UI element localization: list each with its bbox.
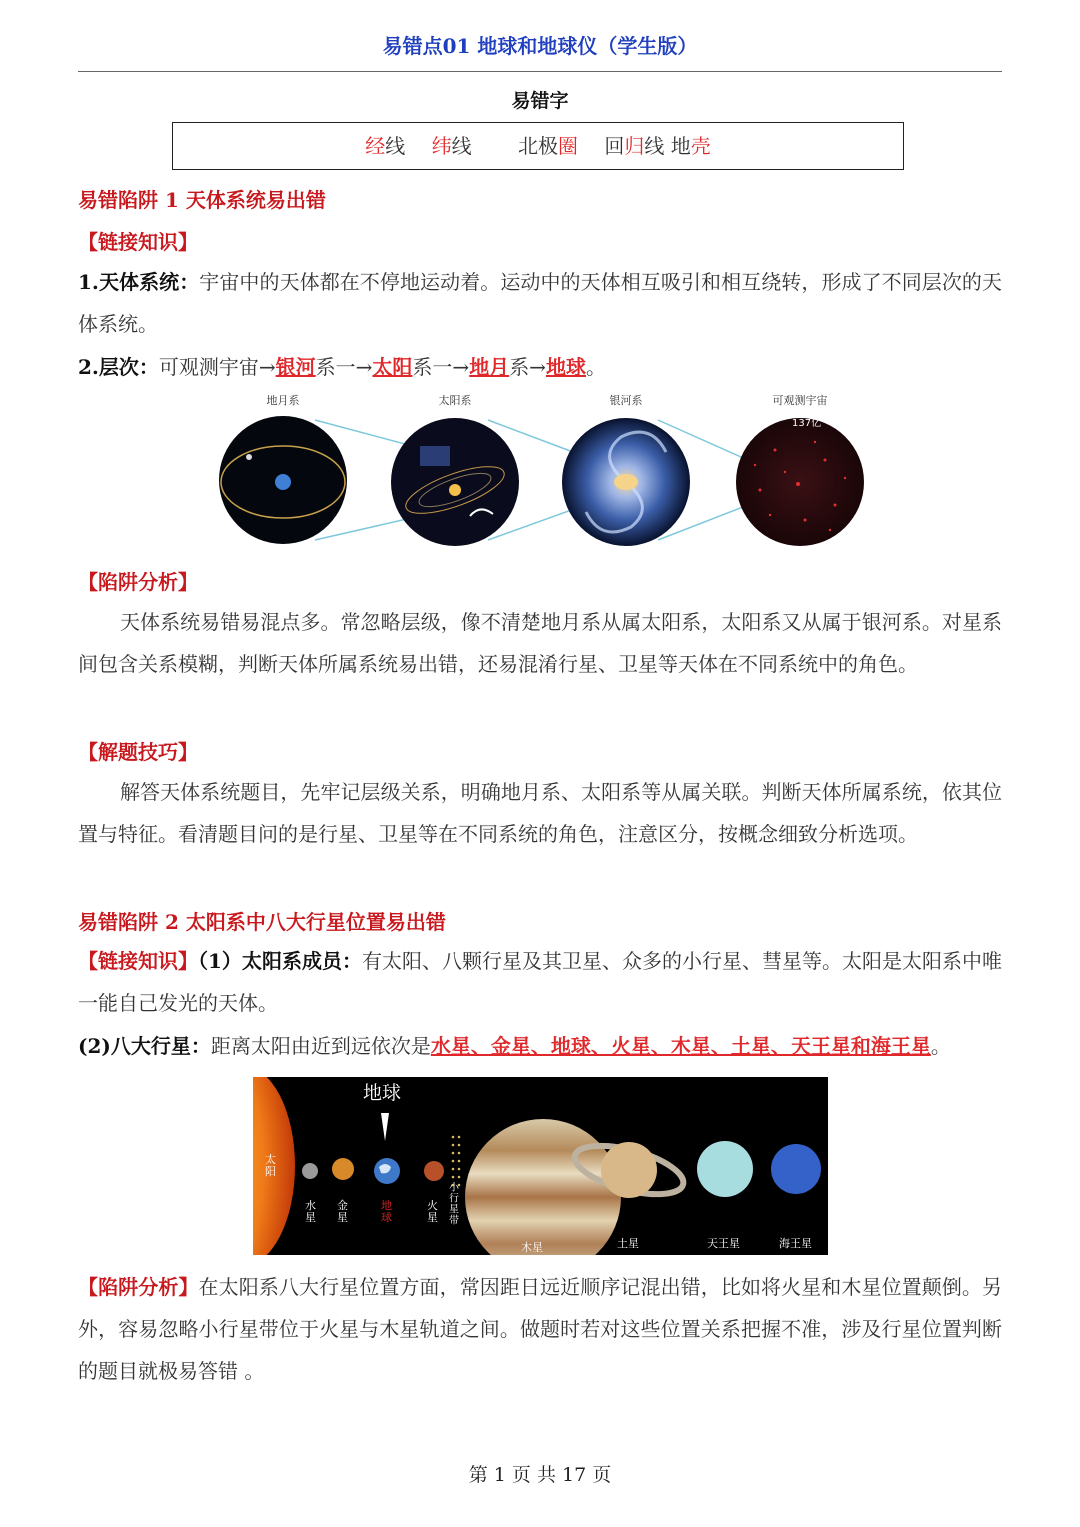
word-char-red: 纬 xyxy=(431,134,452,158)
trap2-title: 易错陷阱 2 太阳系中八大行星位置易出错 xyxy=(78,910,446,934)
earth-callout-label: 地球 xyxy=(363,1082,402,1104)
mercury-label: 水星 xyxy=(305,1198,316,1225)
figure-label-universe: 可观测宇宙 xyxy=(772,394,828,407)
trap1-point1-text: 宇宙中的天体都在不停地运动着。运动中的天体相互吸引和相互绕转，形成了不同层次的天体系统。 xyxy=(78,270,1002,336)
neptune-image xyxy=(771,1144,821,1194)
word-char-red: 经 xyxy=(365,134,386,158)
word-char: 线 xyxy=(451,134,472,158)
figure-label-earth-moon: 地月系 xyxy=(266,394,300,407)
trap2-point2-end: 。 xyxy=(930,1034,951,1058)
uranus-image xyxy=(697,1141,753,1197)
planet-order-red: 水星、金星、地球、火星、木星、土星、天王星和海王星 xyxy=(430,1034,931,1058)
hierarchy-key-red: 太阳 xyxy=(372,355,413,379)
trap1-point1-label: 1.天体系统： xyxy=(78,270,200,294)
earth-icon xyxy=(275,474,291,490)
trap2-point1-text: 有太阳、八颗行星及其卫星、众多的小行星、彗星等。太阳是太阳系中唯一能自己发光的天体。 xyxy=(78,949,1003,1015)
trap1-title: 易错陷阱 1 天体系统易出错 xyxy=(78,188,326,212)
trap2-point1 xyxy=(78,940,1002,1024)
hierarchy-text: 。 xyxy=(585,355,606,379)
word-char-red: 壳 xyxy=(690,134,711,158)
figure-label-milky-way: 银河系 xyxy=(609,394,643,407)
moon-icon xyxy=(246,454,252,460)
trap2-analysis-tag: 【陷阱分析】 xyxy=(78,1275,199,1299)
word-char: 北极 xyxy=(518,134,558,158)
trap2-link-tag: 【链接知识】 xyxy=(78,949,199,973)
planets-figure xyxy=(253,1077,828,1255)
trap2-point2 xyxy=(78,1025,1002,1067)
hierarchy-key-red: 银河 xyxy=(275,355,316,379)
earth-label: 地球 xyxy=(381,1198,392,1225)
mars-label: 火星 xyxy=(427,1198,438,1225)
error-prone-words-box xyxy=(172,122,904,170)
hierarchy-text: 系→ xyxy=(509,355,546,379)
jupiter-label: 木星 xyxy=(521,1241,543,1254)
celestial-systems-figure xyxy=(215,390,865,560)
trap1-point1 xyxy=(78,261,1002,345)
word-char: 地 xyxy=(670,134,691,158)
trap2-point2-label: (2)八大行星： xyxy=(78,1034,211,1058)
word-char: 线 xyxy=(385,134,406,158)
trap2-point1-label: （1）太阳系成员： xyxy=(198,949,362,973)
figure-label-solar: 太阳系 xyxy=(438,394,472,407)
trap1-point2-label: 2.层次： xyxy=(78,355,159,379)
saturn-image xyxy=(601,1142,657,1198)
neptune-label: 海王星 xyxy=(779,1237,812,1250)
section-title: 易错字 xyxy=(511,90,569,112)
trap1-tips-text: 解答天体系统题目，先牢记层级关系，明确地月系、太阳系等从属关联。判断天体所属系统，依其位置与特征。看清题目问的是行星、卫星等在不同系统的角色，注意区分，按概念细致分析选项。 xyxy=(78,780,1002,846)
page-footer: 第 1 页 共 17 页 xyxy=(468,1464,612,1486)
mercury-image xyxy=(302,1163,318,1179)
venus-image xyxy=(332,1158,354,1180)
universe-inner-label: 137亿 xyxy=(792,418,822,429)
trap1-analysis-tag: 【陷阱分析】 xyxy=(78,570,198,594)
mars-image xyxy=(424,1161,444,1181)
venus-label: 金星 xyxy=(337,1198,348,1225)
hierarchy-key-red: 地球 xyxy=(545,355,586,379)
sun-label: 太阳 xyxy=(265,1152,276,1179)
hierarchy-text: 系一→ xyxy=(315,355,373,379)
header-divider xyxy=(78,71,1002,72)
word-char: 线 xyxy=(644,134,665,158)
trap2-analysis xyxy=(78,1266,1002,1392)
asteroid-belt-label: 小行星带 xyxy=(449,1182,459,1227)
hierarchy-key-red: 地月 xyxy=(469,355,510,379)
trap2-analysis-text: 在太阳系八大行星位置方面，常因距日远近顺序记混出错，比如将火星和木星位置颠倒。另外，容易忽略小行星带位于火星与木星轨道之间。做题时若对这些位置关系把握不准，涉及行星位置判断的题目就极易答错 。 xyxy=(78,1275,1003,1383)
saturn-label: 土星 xyxy=(617,1237,639,1250)
hierarchy-text: 系一→ xyxy=(412,355,470,379)
observable-universe-image xyxy=(736,418,864,546)
trap1-point2 xyxy=(78,346,1002,388)
word-char: 回 xyxy=(604,134,625,158)
trap1-analysis-text: 天体系统易错易混点多。常忽略层级，像不清楚地月系从属太阳系，太阳系又从属于银河系。对星系间包含关系模糊，判断天体所属系统易出错，还易混淆行星、卫星等天体在不同系统中的角色。 xyxy=(78,610,1002,676)
uranus-label: 天王星 xyxy=(707,1237,740,1250)
trap2-point2-text: 距离太阳由近到远依次是 xyxy=(210,1034,431,1058)
word-char-red: 归 xyxy=(624,134,645,158)
word-char-red: 圈 xyxy=(558,134,578,158)
trap1-tips-tag: 【解题技巧】 xyxy=(78,740,198,764)
trap1-link-tag: 【链接知识】 xyxy=(78,230,198,254)
page-header-title: 易错点01 地球和地球仪（学生版） xyxy=(382,34,698,58)
hierarchy-text: 可观测宇宙→ xyxy=(158,355,276,379)
